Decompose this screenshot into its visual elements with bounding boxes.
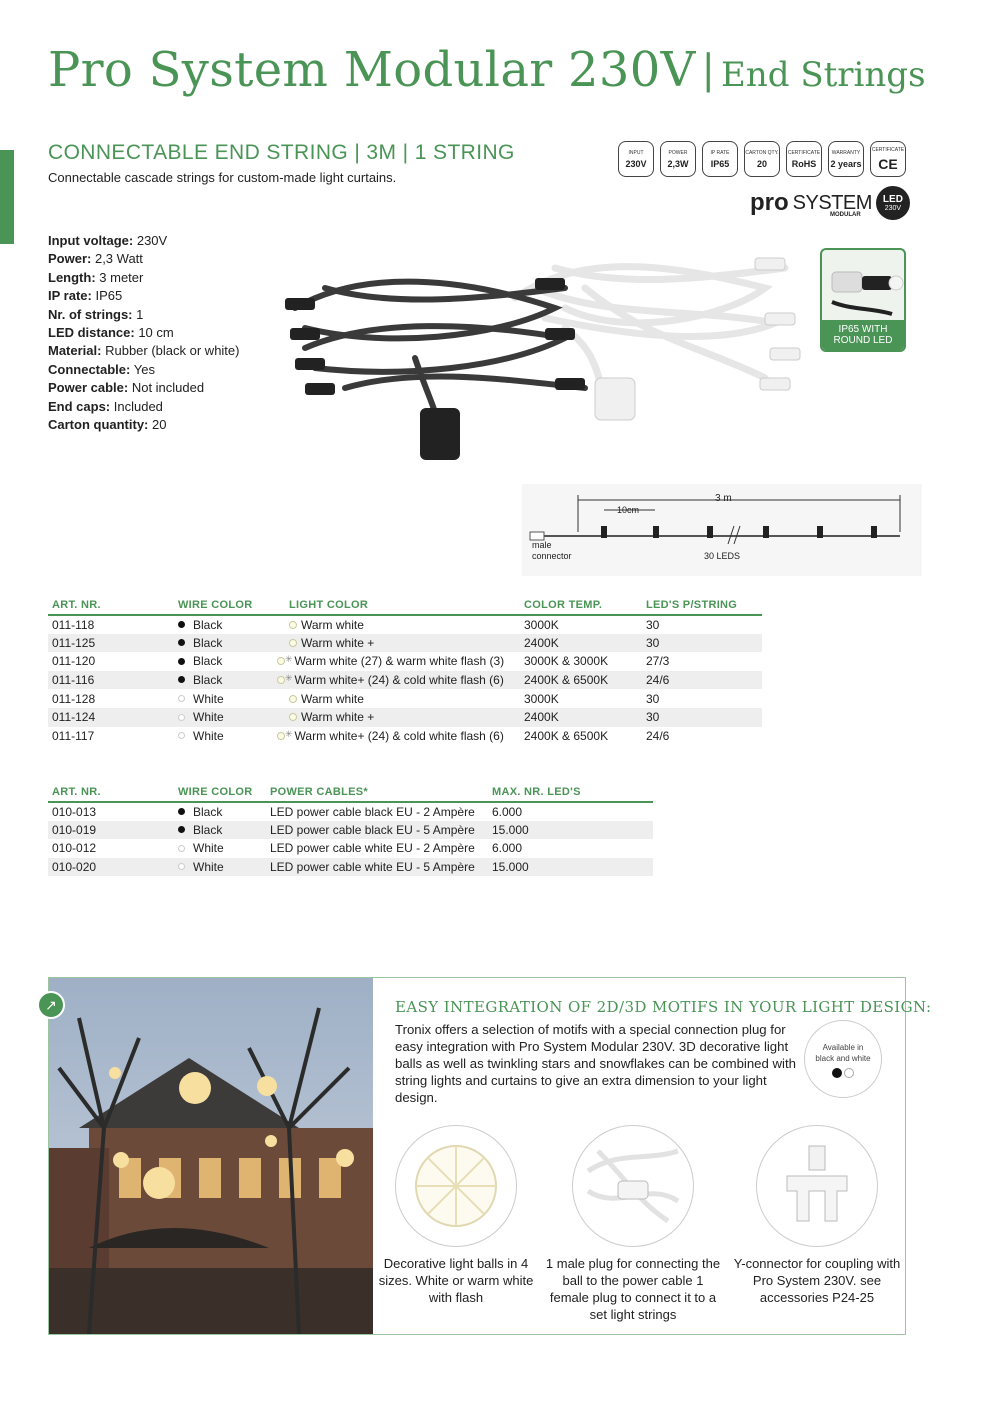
spec-item: Nr. of strings: 1 [48, 306, 144, 322]
table-row: 010-013 Black LED power cable black EU - 2 Ampère 6.000 [52, 804, 523, 819]
wire-color-dot [178, 863, 185, 870]
spec-item: Carton quantity: 20 [48, 417, 167, 433]
wire-color-dot [178, 695, 185, 702]
wire-color-dot [178, 676, 185, 683]
feature-light-balls: Decorative light balls in 4 sizes. White or warm white with flash [366, 1125, 546, 1306]
spec-badges [618, 141, 906, 177]
table-row: 010-012 White LED power cable white EU - 2 Ampère 6.000 [52, 841, 523, 856]
badge-warranty: WARRANTY 2 years [828, 141, 864, 177]
spec-item: LED distance: 10 cm [48, 325, 174, 341]
ip65-callout: IP65 WITH ROUND LED [820, 248, 906, 352]
wire-color-dot [178, 621, 185, 628]
feature-plugs: 1 male plug for connecting the ball to the power cable 1 female plug to connect it to a set light strings [543, 1125, 723, 1323]
white-swatch [844, 1068, 854, 1078]
length-diagram [522, 484, 922, 576]
spec-item: Material: Rubber (black or white) [48, 343, 240, 359]
integration-text: Tronix offers a selection of motifs with a special connection plug for easy integration with Pro System Modular 230V. 3D decorative light balls as well as twinkling stars and snowflakes can be combined with string lights and curtains to give an extra dimension to your light design. [395, 1022, 796, 1105]
light-color-dot [277, 732, 285, 740]
spec-list [48, 232, 239, 434]
spacing-label: 10cm [617, 505, 640, 515]
wire-color-dot [178, 826, 185, 833]
spec-item: Power cable: Not included [48, 380, 205, 396]
end-strings-table [48, 597, 762, 745]
title-main: Pro System Modular 230V [48, 42, 696, 98]
table-row: 011-118 Black Warm white 3000K 30 [52, 617, 660, 632]
table-row: 011-120 Black ✳ Warm white (27) & warm white flash (3) 3000K & 3000K 27/3 [52, 654, 670, 669]
spec-item: End caps: Included [48, 398, 163, 414]
table-row: 011-117 White ✳ Warm white+ (24) & cold white flash (6) 2400K & 6500K 24/6 [52, 728, 670, 743]
black-swatch [832, 1068, 842, 1078]
spec-item: Connectable: Yes [48, 361, 155, 377]
table-header: ART. NR. WIRE COLOR LIGHT COLOR COLOR TEMP. LED'S P/STRING [48, 597, 762, 615]
table-row: 010-019 Black LED power cable black EU - 5 Ampère 15.000 [48, 821, 653, 840]
spec-item: Power: 2,3 Watt [48, 251, 143, 267]
prosystem-logo: pro SYSTEM LED 230V MODULAR [750, 186, 910, 220]
badge-carton-qty: CARTON QTY. 20 [744, 141, 780, 177]
svg-text:connector: connector [532, 551, 572, 561]
string-lights-image [265, 228, 810, 468]
light-color-dot [289, 713, 297, 721]
wire-color-dot [178, 658, 185, 665]
spec-item: Input voltage: 230V [48, 233, 168, 248]
table-row: 011-125 Black Warm white + 2400K 30 [48, 634, 762, 653]
badge-ip-rate: IP RATE IP65 [702, 141, 738, 177]
y-connector-icon [756, 1125, 878, 1247]
wire-color-dot [178, 732, 185, 739]
wire-color-dot [178, 639, 185, 646]
badge-input: INPUT 230V [618, 141, 654, 177]
building-photo [49, 978, 373, 1334]
table-header: ART. NR. WIRE COLOR POWER CABLES* MAX. NR. LED'S [48, 784, 653, 802]
integration-panel [45, 977, 932, 1335]
integration-title: EASY INTEGRATION OF 2D/3D MOTIFS IN YOUR LIGHT DESIGN: [395, 998, 932, 1016]
connector-label: male [532, 540, 552, 550]
wire-color-dot [178, 808, 185, 815]
light-color-dot [277, 676, 285, 684]
table-row: 011-128 White Warm white 3000K 30 [52, 691, 660, 706]
length-label: 3 m [715, 493, 732, 504]
product-subtitle: CONNECTABLE END STRING | 3M | 1 STRING [48, 141, 515, 164]
wire-color-dot [178, 714, 185, 721]
leds-count-label: 30 LEDS [704, 551, 741, 561]
power-cables-table [48, 784, 653, 876]
spec-item: Length: 3 meter [48, 269, 144, 285]
product-description: Connectable cascade strings for custom-made light curtains. [48, 170, 397, 185]
flash-icon: ✳ [285, 728, 293, 739]
light-ball-icon [395, 1125, 517, 1247]
badge-ce: CERTIFICATE CE [870, 141, 906, 177]
light-color-dot [289, 639, 297, 647]
external-link-icon[interactable]: ↗ [37, 991, 65, 1019]
table-row: 010-020 White LED power cable white EU - 5 Ampère 15.000 [48, 858, 653, 877]
light-color-dot [289, 621, 297, 629]
table-row: 011-124 White Warm white + 2400K 30 [48, 708, 762, 727]
flash-icon: ✳ [285, 654, 293, 665]
badge-rohs: CERTIFICATE RoHS [786, 141, 822, 177]
page-title [48, 42, 926, 98]
section-marker [0, 150, 14, 244]
title-sub: End Strings [721, 55, 926, 95]
light-color-dot [289, 695, 297, 703]
wire-color-dot [178, 845, 185, 852]
flash-icon: ✳ [285, 673, 293, 684]
spec-item: IP rate: IP65 [48, 288, 123, 304]
led-230v-icon: LED 230V [876, 186, 910, 220]
feature-y-connector: Y-connector for coupling with Pro System 230V. see accessories P24-25 [727, 1125, 907, 1306]
title-separator: | [701, 47, 716, 93]
round-led-icon [822, 250, 906, 324]
available-colors-badge: Available in black and white [804, 1020, 882, 1098]
badge-power: POWER 2,3W [660, 141, 696, 177]
plug-cable-icon [572, 1125, 694, 1247]
table-row: 011-116 Black ✳ Warm white+ (24) & cold white flash (6) 2400K & 6500K 24/6 [48, 671, 762, 690]
